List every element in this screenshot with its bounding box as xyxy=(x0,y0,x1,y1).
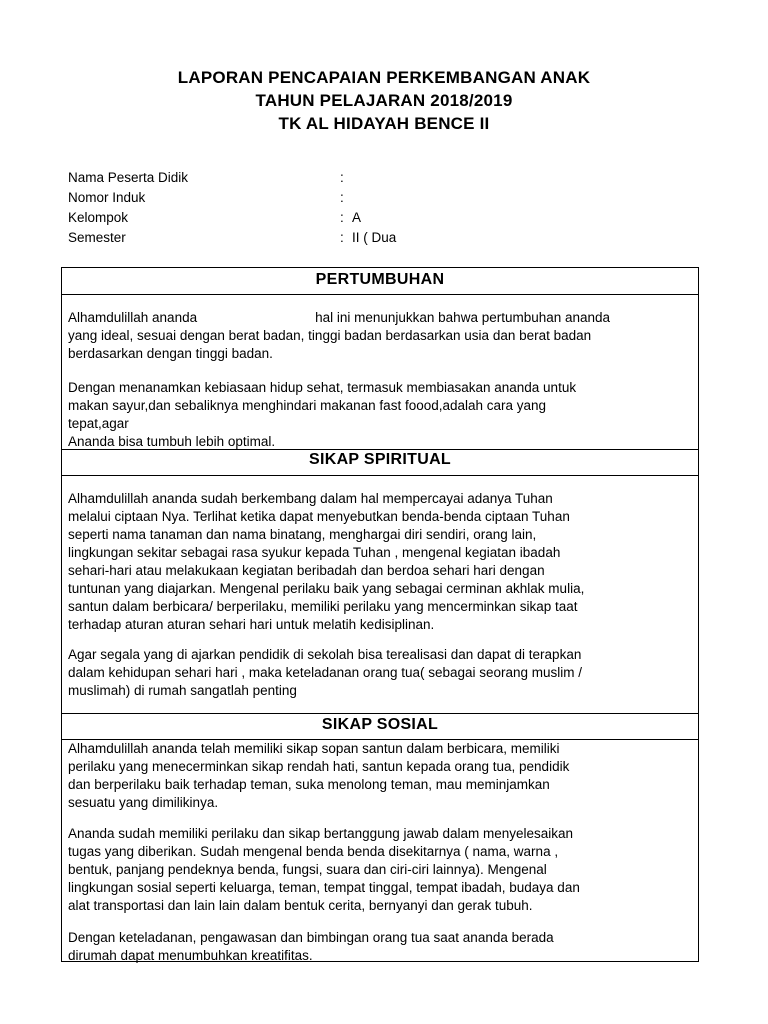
pertumbuhan-text-start: Alhamdulillah ananda xyxy=(68,310,198,325)
sosial-paragraph-3: Dengan keteladanan, pengawasan dan bimbingan orang tua saat ananda berada dirumah dapat menumbuhkan kreatifitas. xyxy=(68,930,554,963)
identity-label: Semester xyxy=(68,230,126,245)
academic-year: TAHUN PELAJARAN 2018/2019 xyxy=(255,91,513,110)
student-identity xyxy=(68,168,668,248)
section-title-pertumbuhan: PERTUMBUHAN xyxy=(315,271,445,288)
identity-colon: : xyxy=(340,230,344,245)
identity-colon: : xyxy=(340,210,344,225)
identity-label: Nomor Induk xyxy=(68,190,146,205)
identity-value: II ( Dua xyxy=(352,230,397,245)
report-title: LAPORAN PENCAPAIAN PERKEMBANGAN ANAK xyxy=(177,68,591,87)
school-name: TK AL HIDAYAH BENCE II xyxy=(278,114,490,133)
section-divider xyxy=(62,449,698,450)
identity-colon: : xyxy=(340,170,344,185)
pertumbuhan-paragraph-1 xyxy=(68,309,694,363)
section-divider xyxy=(62,475,698,476)
sosial-paragraph-1: Alhamdulillah ananda telah memiliki sikap sopan santun dalam berbicara, memiliki perilaku yang menecerminkan sikap rendah hati, santun kepada orang tua, pendidik dan berperilaku baik terhadap teman, suka menolong teman, mau meminjamkan sesuatu yang dimilikinya. xyxy=(68,741,570,810)
identity-row-semester xyxy=(68,228,668,248)
pertumbuhan-text-rest: hal ini menunjukkan bahwa pertumbuhan ananda yang ideal, sesuai dengan berat badan, tinggi badan berdasarkan usia dan berat badan berdasarkan dengan tinggi badan. xyxy=(68,310,611,361)
identity-row-name xyxy=(68,168,668,188)
identity-value: A xyxy=(352,210,362,225)
section-title-spiritual: SIKAP SPIRITUAL xyxy=(309,451,451,468)
sosial-paragraph-2: Ananda sudah memiliki perilaku dan sikap bertanggung jawab dalam menyelesaikan tugas yang diberikan. Sudah mengenal benda benda disekitarnya ( nama, warna , bentuk, panjang pendeknya benda, fungsi, suara dan ciri-ciri lainnya). Mengenal lingkungan sosial seperti keluarga, teman, tempat tinggal, tempat ibadah, budaya dan alat transportasi dan lain lain dalam bentuk cerita, bernyanyi dan gerak tubuh. xyxy=(68,826,580,913)
report-header xyxy=(0,66,768,135)
spiritual-paragraph-2: Agar segala yang di ajarkan pendidik di sekolah bisa terealisasi dan dapat di terapkan dalam kehidupan sehari hari , maka keteladanan orang tua( sebagai seorang muslim / muslimah) di rumah sangatlah penting xyxy=(68,647,583,698)
identity-label: Kelompok xyxy=(68,210,129,225)
identity-row-group xyxy=(68,208,668,228)
identity-label: Nama Peserta Didik xyxy=(68,170,189,185)
pertumbuhan-paragraph-2: Dengan menanamkan kebiasaan hidup sehat, termasuk membiasakan ananda untuk makan sayur,dan sebaliknya menghindari makanan fast foood,adalah cara yang tepat,agar Ananda bisa tumbuh lebih optimal. xyxy=(68,380,577,449)
section-divider xyxy=(62,713,698,714)
identity-colon: : xyxy=(340,190,344,205)
identity-row-number xyxy=(68,188,668,208)
spiritual-paragraph-1: Alhamdulillah ananda sudah berkembang dalam hal mempercayai adanya Tuhan melalui ciptaan Nya. Terlihat ketika dapat menyebutkan benda-benda ciptaan Tuhan seperti nama tanaman dan nama binatang, menghargai diri sendiri, orang lain, lingkungan sekitar sebagai rasa syukur kepada Tuhan , mengenal kegiatan ibadah sehari-hari atau melakukaan kegiatan beribadah dan berdoa sehari hari dengan tuntunan yang diajarkan. Mengenal perilaku baik yang sebagai cerminan akhlak mulia, santun dalam berbicara/ berperilaku, memiliki perilaku yang mencerminkan sikap taat terhadap aturan aturan sehari hari untuk melatih kedisiplinan. xyxy=(68,491,585,632)
section-divider xyxy=(62,294,698,295)
report-table xyxy=(61,267,699,962)
section-title-sosial: SIKAP SOSIAL xyxy=(321,716,439,733)
